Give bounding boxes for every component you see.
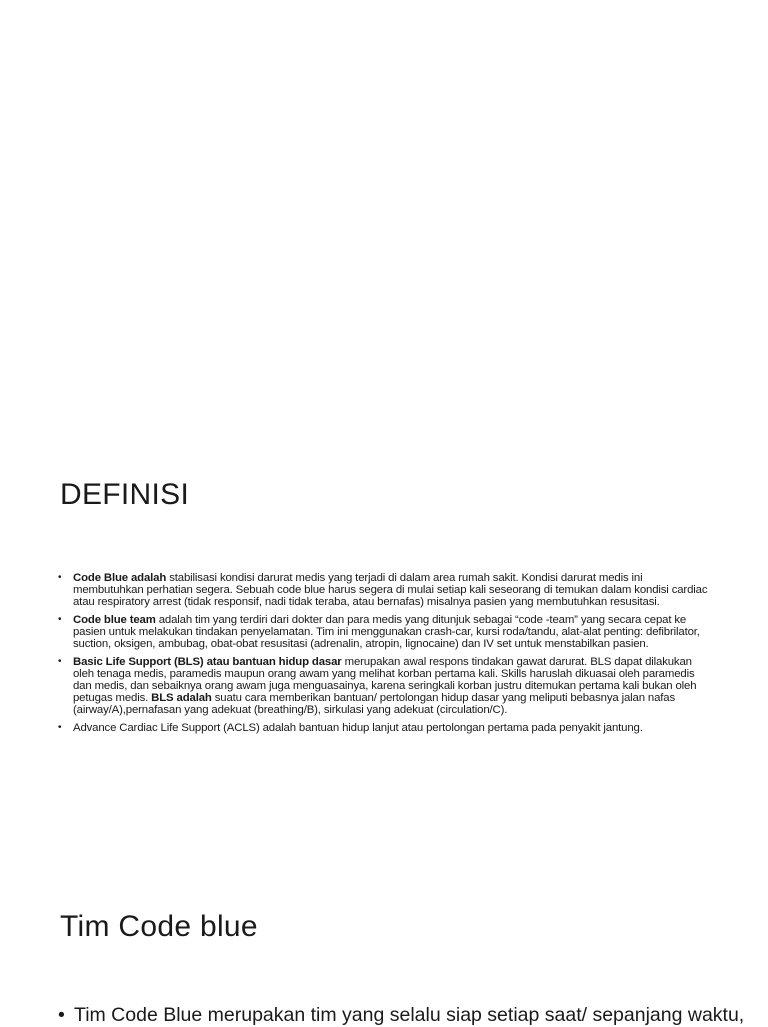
definisi-bullet-list: [58, 572, 714, 740]
bullet-text: adalah tim yang terdiri dari dokter dan para medis yang ditunjuk sebagai “code -team” yang secara cepat ke pasien untuk melakukan tindakan penyelamatan. Tim ini menggunakan crash-car, kursi roda/tandu, alat-alat penting: defibrilator, suction, oksigen, ambubag, obat-obat resusitasi (adrenalin, atropin, lignocaine) dan IV set untuk menstabilkan pasien.: [73, 614, 700, 650]
tim-bullet-1: • Tim Code Blue merupakan tim yang selalu siap setiap saat/ sepanjang waktu,: [58, 1003, 758, 1027]
bullet-acls: [58, 722, 714, 734]
bullet-bold-term: Basic Life Support (BLS) atau bantuan hidup dasar: [73, 656, 342, 668]
tim-bullet-list: [58, 1003, 758, 1027]
bullet-text: stabilisasi kondisi darurat medis yang terjadi di dalam area rumah sakit. Kondisi darurat medis ini membutuhkan perhatian segera. Sebuah code blue harus segera di mulai setiap kali seseorang di temukan dalam kondisi cardiac atau respiratory arrest (tidak responsif, nadi tidak teraba, atau bernafas) misalnya pasien yang membutuhkan resusitasi.: [73, 572, 708, 608]
bullet-bold-term: Code blue team: [73, 614, 156, 626]
bullet-text: merupakan awal respons tindakan gawat darurat. BLS dapat dilakukan oleh tenaga medis, paramedis maupun orang awam yang melihat korban pertama kali. Skills haruslah dikuasai oleh paramedis dan medis, dan sebaiknya orang awam juga menguasainya, karena seringkali korban justru ditemukan pertama kali bukan oleh petugas medis.: [73, 656, 697, 704]
bullet-text: Advance Cardiac Life Support (ACLS) adalah bantuan hidup lanjut atau pertolongan pertama pada penyakit jantung.: [73, 722, 643, 734]
bullet-bls: [58, 656, 714, 716]
bullet-bold-term-2: BLS adalah: [151, 692, 212, 704]
bullet-code-blue: [58, 572, 714, 608]
section-title-tim-code-blue: Tim Code blue: [60, 910, 258, 943]
bullet-bold-term: Code Blue adalah: [73, 572, 167, 584]
bullet-text-2: suatu cara memberikan bantuan/ pertolongan hidup dasar yang meliputi bebasnya jalan nafas (airway/A),pernafasan yang adekuat (breathing/B), sirkulasi yang adekuat (circulation/C).: [73, 692, 676, 716]
bullet-code-blue-team: [58, 614, 714, 650]
section-title-definisi: DEFINISI: [60, 478, 190, 511]
